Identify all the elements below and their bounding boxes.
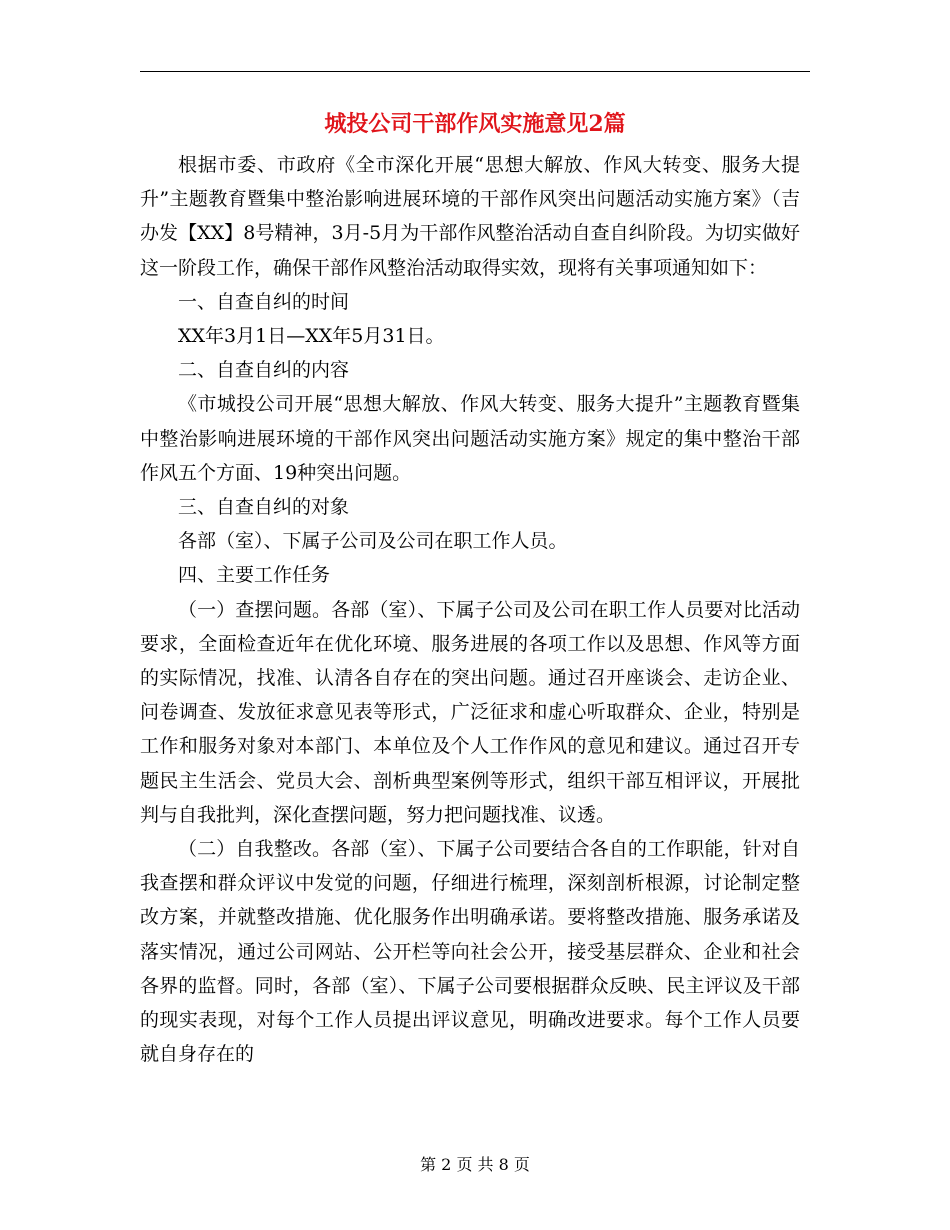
section-heading-content: 二、自查自纠的内容 — [178, 359, 350, 382]
body-paragraph-intro: 根据市委、市政府《全市深化开展“思想大解放、作风大转变、服务大提升”主题教育暨集中整治影响进展环境的干部作风突出问题活动实施方案》（吉办发【XX】8号精神，3月-5月为干部作风整治活动自查自纠阶段。为切实做好这一阶段工作，确保干部作风整治活动取得实效，现将有关事项通知如下： — [140, 154, 800, 279]
body-paragraph-target: 各部（室）、下属子公司及公司在职工作人员。 — [178, 530, 568, 553]
section-heading-target: 三、自查自纠的对象 — [178, 496, 350, 519]
document-body — [140, 148, 800, 1071]
document-title: 城投公司干部作风实施意见2篇 — [324, 111, 626, 137]
body-paragraph-time: XX年3月1日—XX年5月31日。 — [178, 325, 445, 348]
section-heading-time: 一、自查自纠的时间 — [178, 290, 350, 313]
section-heading-tasks: 四、主要工作任务 — [178, 564, 331, 587]
page-number: 第 2 页 共 8 页 — [420, 1155, 530, 1174]
body-paragraph-task-2: （二）自我整改。各部（室）、下属子公司要结合各自的工作职能，针对自我查摆和群众评议中发觉的问题，仔细进行梳理，深刻剖析根源，讨论制定整改方案，并就整改措施、优化服务作出明确承诺。要将整改措施、服务承诺及落实情况，通过公司网站、公开栏等向社会公开，接受基层群众、企业和社会各界的监督。同时，各部（室）、下属子公司要根据群众反映、民主评议及干部的现实表现，对每个工作人员提出评议意见，明确改进要求。每个工作人员要就自身存在的 — [140, 838, 800, 1066]
body-paragraph-content: 《市城投公司开展“思想大解放、作风大转变、服务大提升”主题教育暨集中整治影响进展环境的干部作风突出问题活动实施方案》规定的集中整治干部作风五个方面、19种突出问题。 — [140, 393, 800, 484]
header-rule — [140, 71, 810, 72]
body-paragraph-task-1: （一）查摆问题。各部（室）、下属子公司及公司在职工作人员要对比活动要求，全面检查近年在优化环境、服务进展的各项工作以及思想、作风等方面的实际情况，找准、认清各自存在的突出问题。通过召开座谈会、走访企业、问卷调查、发放征求意见表等形式，广泛征求和虚心听取群众、企业，特别是工作和服务对象对本部门、本单位及个人工作作风的意见和建议。通过召开专题民主生活会、党员大会、剖析典型案例等形式，组织干部互相评议，开展批判与自我批判，深化查摆问题，努力把问题找准、议透。 — [140, 598, 800, 826]
